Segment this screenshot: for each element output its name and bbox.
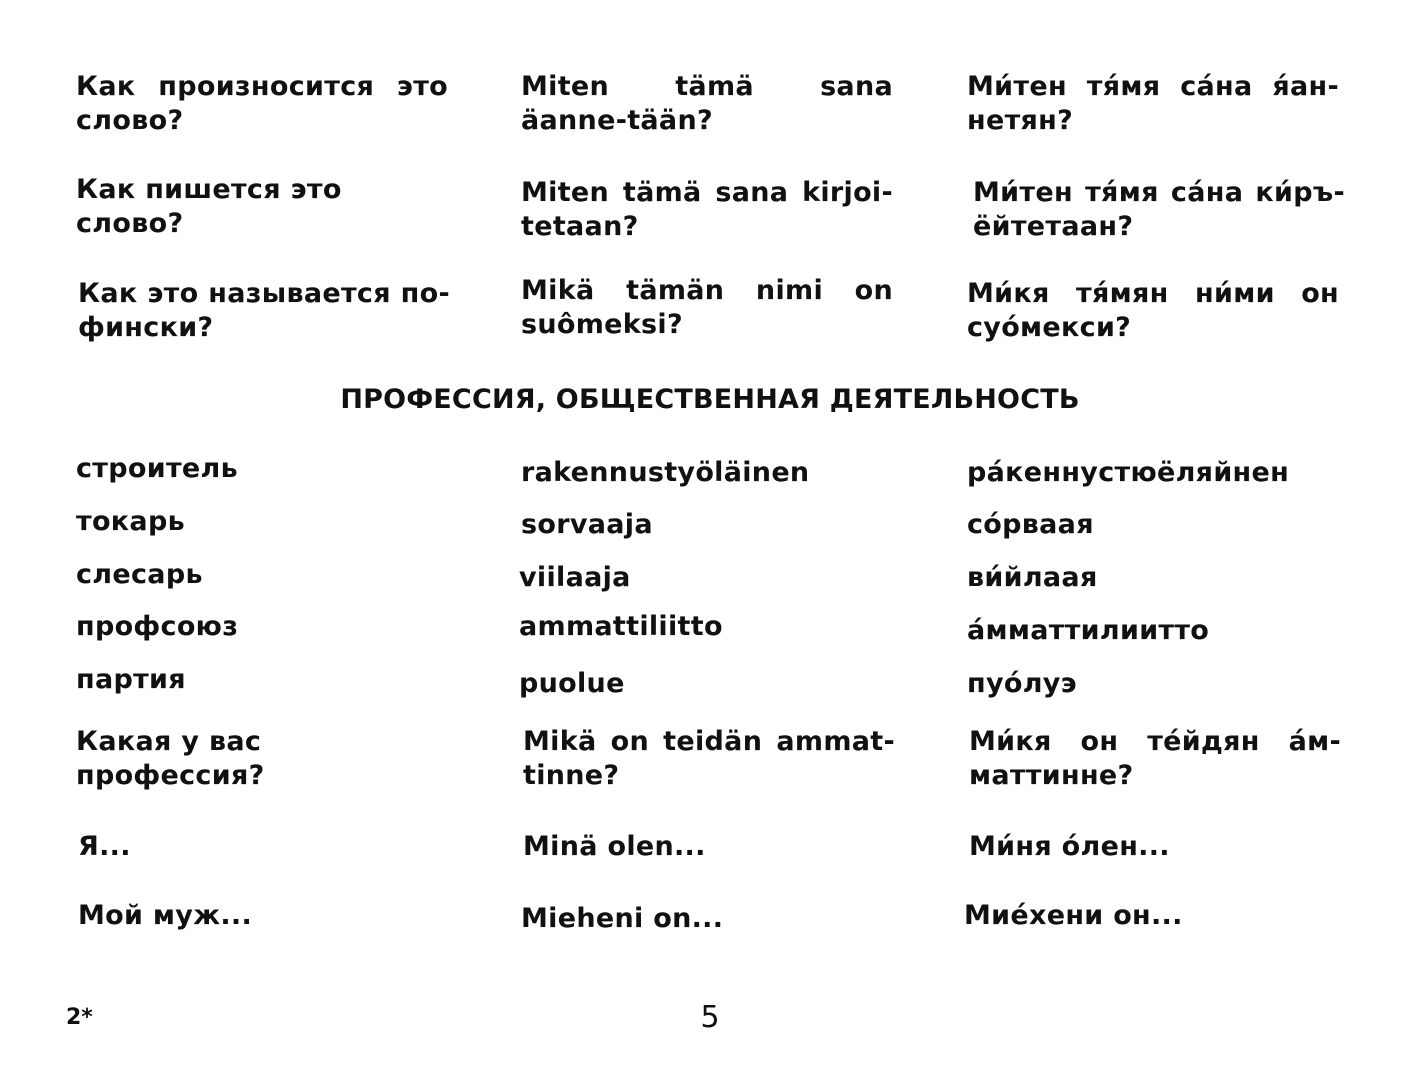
vocab-ru: Какая у вас профессия?: [76, 726, 265, 791]
vocab-transcription: а́мматтилиитто: [967, 615, 1210, 646]
vocab-transcription: Ми́ня о́лен...: [969, 831, 1170, 862]
phrase-ru: Как это называется по-фински?: [78, 278, 450, 343]
vocab-ru: Мой муж...: [78, 900, 253, 931]
vocab-transcription: Ми́кя он те́йдян а́м-маттинне?: [969, 726, 1341, 791]
vocab-ru: строитель: [76, 453, 238, 484]
vocab-ru: токарь: [76, 506, 185, 537]
vocab-transcription: со́рваая: [967, 509, 1094, 540]
phrase-transcription: Ми́тен тя́мя са́на я́ан-нетян?: [967, 71, 1339, 136]
vocab-transcription: Мие́хени он...: [964, 900, 1183, 931]
phrase-fi: Miten tämä sana kirjoi-tetaan?: [521, 177, 893, 242]
vocab-fi: Minä olen...: [523, 831, 706, 862]
vocab-fi: rakennustyöläinen: [521, 457, 810, 488]
vocab-fi: Mikä on teidän ammat-tinne?: [523, 726, 895, 791]
section-title: ПРОФЕССИЯ, ОБЩЕСТВЕННАЯ ДЕЯТЕЛЬНОСТЬ: [340, 384, 1080, 415]
vocab-transcription: ра́кеннустюёляйнен: [967, 457, 1290, 488]
phrase-fi: Miten tämä sana äanne-tään?: [521, 71, 893, 136]
vocab-ru: партия: [76, 664, 186, 695]
vocab-fi: sorvaaja: [521, 509, 653, 540]
phrase-transcription: Ми́кя тя́мян ни́ми он суо́мекси?: [967, 278, 1339, 343]
phrase-fi: Mikä tämän nimi on suômeksi?: [521, 275, 893, 340]
phrase-ru: Как произносится это слово?: [76, 71, 448, 136]
phrase-transcription: Ми́тен тя́мя са́на ки́ръ-ёйтетаан?: [973, 177, 1345, 242]
vocab-ru: Я...: [78, 831, 131, 862]
vocab-ru: слесарь: [76, 559, 203, 590]
vocab-fi: Mieheni on...: [521, 903, 724, 934]
signature-mark: 2*: [66, 1005, 93, 1030]
vocab-transcription: пуо́луэ: [967, 668, 1077, 699]
vocab-transcription: ви́йлаая: [967, 562, 1098, 593]
vocab-fi: puolue: [519, 668, 625, 699]
vocab-fi: viilaaja: [519, 562, 631, 593]
page-number: 5: [700, 1000, 720, 1035]
phrase-ru: Как пишется это слово?: [76, 174, 342, 239]
vocab-fi: ammattiliitto: [519, 611, 723, 642]
vocab-ru: профсоюз: [76, 611, 239, 642]
